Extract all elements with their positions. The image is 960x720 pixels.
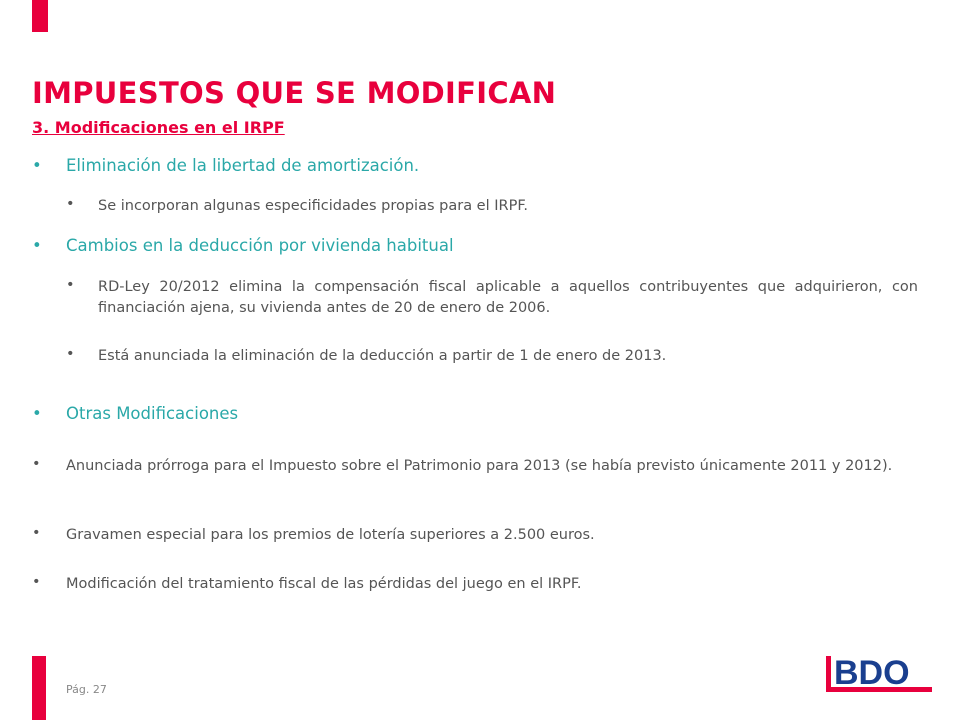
bullet-icon: • — [32, 574, 41, 590]
bullet-icon: • — [66, 277, 75, 293]
bullet-icon: • — [66, 196, 75, 212]
list-item: • Gravamen especial para los premios de lotería superiores a 2.500 euros. — [32, 525, 595, 543]
bottom-accent-bar — [32, 656, 46, 720]
bullet-icon: • — [32, 525, 41, 541]
list-item: • Está anunciada la eliminación de la deducción a partir de 1 de enero de 2013. — [66, 346, 667, 364]
top-accent-bar — [32, 0, 48, 32]
list-item: • Modificación del tratamiento fiscal de las pérdidas del juego en el IRPF. — [32, 574, 582, 592]
svg-text:BDO: BDO — [834, 654, 910, 692]
bullet-icon: • — [32, 404, 42, 423]
bullet-icon: • — [32, 236, 42, 255]
bdo-logo-icon — [826, 654, 932, 694]
page-number: Pág. 27 — [66, 683, 107, 696]
bullet-icon: • — [32, 156, 42, 175]
bullet-icon: • — [32, 456, 41, 472]
list-item: • Se incorporan algunas especificidades propias para el IRPF. — [66, 196, 528, 214]
slide-title: IMPUESTOS QUE SE MODIFICAN — [32, 76, 557, 110]
list-item: • RD-Ley 20/2012 elimina la compensación fiscal aplicable a aquellos contribuyentes que adquirieron, con financiación ajena, su vivienda antes de 20 de enero de 2006. — [66, 277, 918, 316]
slide-subtitle: 3. Modificaciones en el IRPF — [32, 118, 285, 137]
list-item: • Anunciada prórroga para el Impuesto sobre el Patrimonio para 2013 (se había previsto únicamente 2011 y 2012). — [32, 456, 893, 474]
bullet-icon: • — [66, 346, 75, 362]
